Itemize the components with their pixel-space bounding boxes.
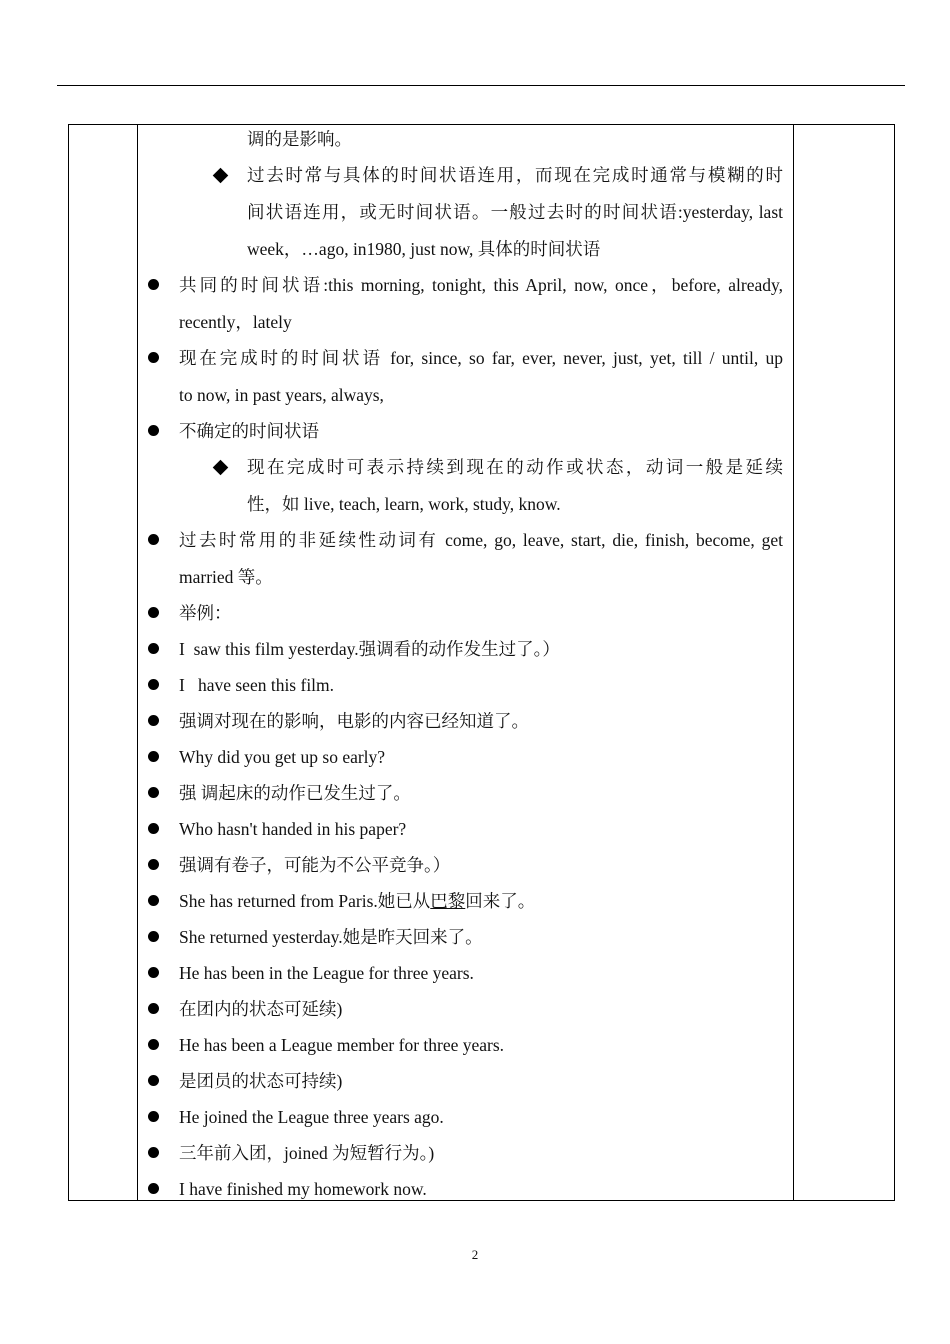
bullet-icon	[148, 1039, 159, 1050]
list-item	[139, 919, 793, 955]
list-item	[139, 955, 793, 991]
underlined-word: 巴黎	[430, 891, 466, 911]
list-item-text	[179, 883, 783, 919]
list-item-text: 强调对现在的影响，电影的内容已经知道了。	[179, 711, 529, 731]
diamond-bullet-icon	[213, 460, 229, 476]
bullet-icon	[148, 967, 159, 978]
list-item-text: 在团内的状态可延续)	[179, 999, 343, 1019]
list-item-text: 间状语连用，或无时间状语。一般过去时的时间状语:yesterday, last	[247, 202, 783, 222]
header-rule	[57, 85, 905, 86]
list-item-text: recently，lately	[179, 312, 292, 332]
bullet-icon	[148, 352, 159, 363]
bullet-icon	[148, 859, 159, 870]
bullet-icon	[148, 1183, 159, 1194]
list-item-text: 不确定的时间状语	[179, 421, 319, 441]
list-item-text: He has been a League member for three years.	[179, 1035, 505, 1055]
list-item-text: married 等。	[179, 567, 273, 587]
list-item	[139, 340, 793, 413]
list-item	[139, 121, 793, 157]
list-item-text: 三年前入团，joined 为短暂行为。)	[179, 1143, 435, 1163]
bullet-icon	[148, 534, 159, 545]
list-item-text: 强 调起床的动作已发生过了。	[179, 783, 411, 803]
list-item-text: 强调有卷子，可能为不公平竞争。）	[179, 855, 451, 875]
bullet-icon	[148, 823, 159, 834]
bullet-icon	[148, 1111, 159, 1122]
left-column-divider	[137, 125, 138, 1200]
bullet-icon	[148, 607, 159, 618]
list-item	[139, 667, 793, 703]
list-item	[139, 1135, 793, 1171]
list-item-text: She returned yesterday.她是昨天回来了。	[179, 927, 483, 947]
list-item-text: I have seen this film.	[179, 675, 335, 695]
list-item	[139, 1171, 793, 1207]
list-item-text: 举例：	[179, 603, 232, 623]
bullet-icon	[148, 643, 159, 654]
bullet-icon	[148, 1003, 159, 1014]
list-item-text: Why did you get up so early?	[179, 747, 386, 767]
page-number: 2	[471, 1247, 479, 1262]
content-table	[68, 124, 895, 1201]
bullet-icon	[148, 1075, 159, 1086]
list-item	[139, 267, 793, 340]
list-item	[139, 595, 793, 631]
list-item-text: to now, in past years, always,	[179, 385, 384, 405]
list-item	[139, 631, 793, 667]
list-item-text: He has been in the League for three years.	[179, 963, 474, 983]
list-item-text: 调的是影响。	[247, 129, 352, 149]
bullet-icon	[148, 751, 159, 762]
bullet-icon	[148, 715, 159, 726]
list-item-text: Who hasn't handed in his paper?	[179, 819, 407, 839]
list-item	[139, 703, 793, 739]
list-item-text-part: 回来了。	[465, 891, 536, 911]
list-item	[139, 1063, 793, 1099]
list-item-text: 共同的时间状语:this morning, tonight, this April, now, once，before, already,	[179, 275, 783, 295]
list-item	[139, 157, 793, 267]
bullet-icon	[148, 787, 159, 798]
list-item-text: 现在完成时可表示持续到现在的动作或状态，动词一般是延续	[247, 457, 783, 477]
list-item	[139, 883, 793, 919]
list-item	[139, 522, 793, 595]
list-item-text: 性，如 live, teach, learn, work, study, know.	[247, 494, 561, 514]
bullet-icon	[148, 895, 159, 906]
list-item-text: I have finished my homework now.	[179, 1179, 427, 1199]
list-item	[139, 739, 793, 775]
list-item	[139, 991, 793, 1027]
bullet-icon	[148, 1147, 159, 1158]
list-item-text: 过去时常用的非延续性动词有 come, go, leave, start, die, finish, become, get	[179, 530, 783, 550]
bullet-icon	[148, 279, 159, 290]
list-item-text: week，…ago, in1980, just now, 具体的时间状语	[247, 239, 601, 259]
list-item	[139, 413, 793, 449]
bullet-icon	[148, 679, 159, 690]
list-item	[139, 1099, 793, 1135]
list-item	[139, 449, 793, 522]
list-item-text: 现在完成时的时间状语 for, since, so far, ever, never, just, yet, till / until, up	[179, 348, 783, 368]
bullet-icon	[148, 425, 159, 436]
table-main-cell	[139, 125, 793, 1207]
bullet-icon	[148, 931, 159, 942]
list-item-text-part: She has returned from Paris.她已从	[179, 891, 431, 911]
list-item-text: He joined the League three years ago.	[179, 1107, 444, 1127]
right-column-divider	[793, 125, 794, 1200]
list-item-text: 是团员的状态可持续)	[179, 1071, 343, 1091]
list-item-text: 过去时常与具体的时间状语连用，而现在完成时通常与模糊的时	[247, 165, 783, 185]
list-item	[139, 1027, 793, 1063]
list-item	[139, 775, 793, 811]
list-item	[139, 811, 793, 847]
list-item	[139, 847, 793, 883]
diamond-bullet-icon	[213, 168, 229, 184]
list-item-text: I saw this film yesterday.强调看的动作发生过了。）	[179, 639, 560, 659]
